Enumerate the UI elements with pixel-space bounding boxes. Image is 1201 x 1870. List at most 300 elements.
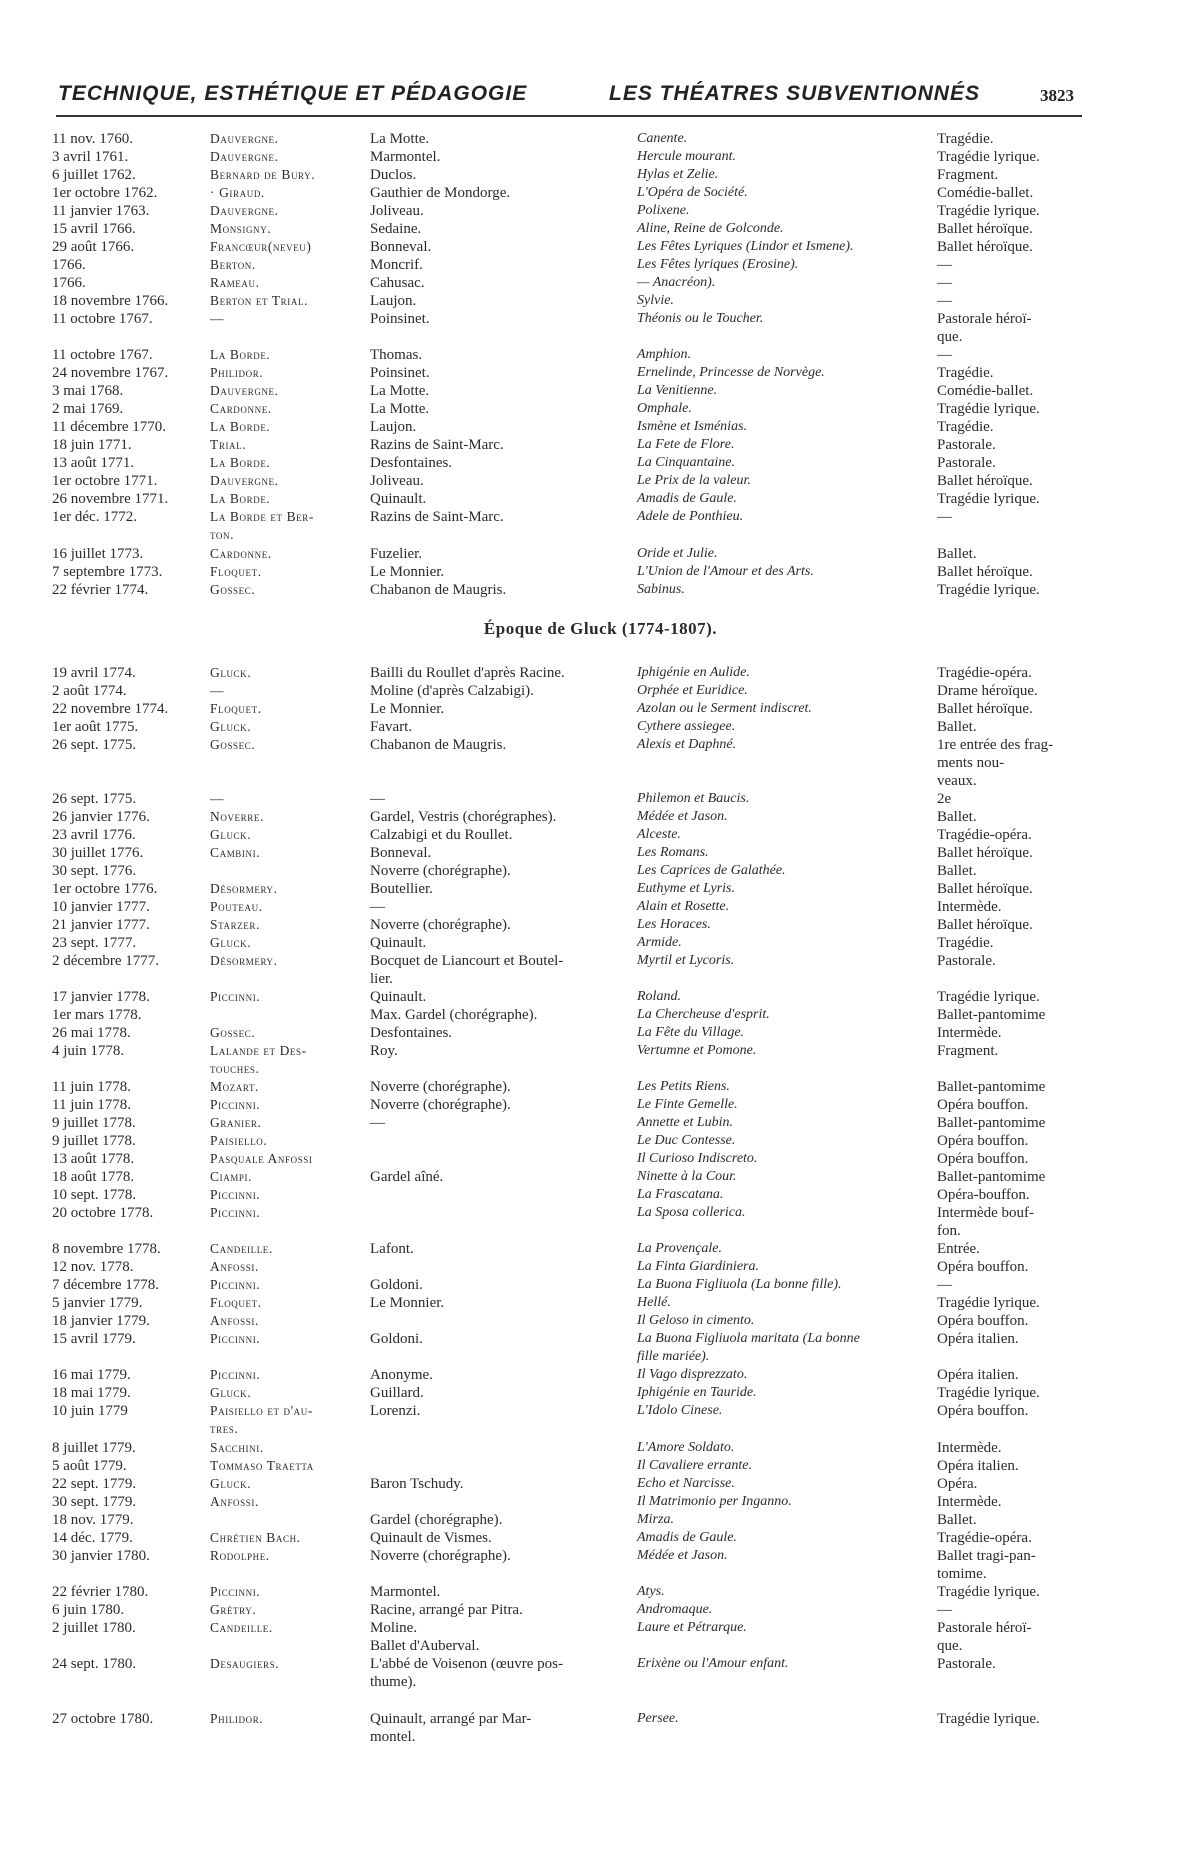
composer-cell: Chrétien Bach. bbox=[210, 1530, 301, 1545]
librettist-cell: Desfontaines. bbox=[370, 1025, 453, 1041]
work-title-cell: Omphale. bbox=[637, 401, 692, 416]
composer-cell: La Borde. bbox=[210, 491, 271, 506]
date-cell: 6 juillet 1762. bbox=[52, 167, 136, 183]
librettist-cell: Gardel, Vestris (chorégraphes). bbox=[370, 809, 557, 825]
librettist-cell: — bbox=[370, 791, 385, 807]
genre-cell: — bbox=[937, 275, 952, 291]
work-title-cell: La Buona Figliuola maritata (La bonne bbox=[637, 1331, 860, 1346]
date-cell: 2 mai 1769. bbox=[52, 401, 124, 417]
composer-cell: Gossec. bbox=[210, 1025, 256, 1040]
work-title-cell: Ninette à la Cour. bbox=[637, 1169, 737, 1184]
librettist-cell: Cahusac. bbox=[370, 275, 425, 291]
genre-cell: — bbox=[937, 293, 952, 309]
composer-cell: Paisiello et d'au- bbox=[210, 1403, 313, 1418]
librettist-cell: Goldoni. bbox=[370, 1331, 423, 1347]
librettist-cell: Moline. bbox=[370, 1620, 418, 1636]
genre-cell: Opéra-bouffon. bbox=[937, 1187, 1030, 1203]
genre-cell: Pastorale héroï- bbox=[937, 1620, 1032, 1636]
work-title-cell: Persee. bbox=[637, 1711, 679, 1726]
composer-cell: Desaugiers. bbox=[210, 1656, 280, 1671]
genre-cell: Tragédie. bbox=[937, 131, 994, 147]
work-title-cell: Iphigénie en Tauride. bbox=[637, 1385, 757, 1400]
composer-cell: Dauvergne. bbox=[210, 383, 279, 398]
genre-cell: Ballet héroïque. bbox=[937, 473, 1033, 489]
date-cell: 22 février 1774. bbox=[52, 582, 149, 598]
genre-cell: 2e bbox=[937, 791, 952, 807]
work-title-cell: Annette et Lubin. bbox=[637, 1115, 734, 1130]
genre-cell: Intermède. bbox=[937, 1025, 1002, 1041]
genre-cell: tomime. bbox=[937, 1566, 987, 1582]
librettist-cell: montel. bbox=[370, 1729, 416, 1745]
work-title-cell: Amphion. bbox=[637, 347, 692, 362]
date-cell: 20 octobre 1778. bbox=[52, 1205, 154, 1221]
date-cell: 1766. bbox=[52, 257, 86, 273]
date-cell: 22 février 1780. bbox=[52, 1584, 149, 1600]
date-cell: 27 octobre 1780. bbox=[52, 1711, 154, 1727]
work-title-cell: Médée et Jason. bbox=[637, 1548, 728, 1563]
genre-cell: 1re entrée des frag- bbox=[937, 737, 1054, 753]
work-title-cell: Philemon et Baucis. bbox=[637, 791, 750, 806]
genre-cell: Ballet. bbox=[937, 1512, 977, 1528]
composer-cell: Lalande et Des- bbox=[210, 1043, 307, 1058]
librettist-cell: Bocquet de Liancourt et Boutel- bbox=[370, 953, 564, 969]
librettist-cell: Noverre (chorégraphe). bbox=[370, 863, 511, 879]
genre-cell: Ballet héroïque. bbox=[937, 917, 1033, 933]
librettist-cell: Gardel aîné. bbox=[370, 1169, 444, 1185]
genre-cell: Ballet. bbox=[937, 719, 977, 735]
genre-cell: Intermède. bbox=[937, 1440, 1002, 1456]
work-title-cell: Alceste. bbox=[637, 827, 681, 842]
composer-cell: Grétry. bbox=[210, 1602, 257, 1617]
genre-cell: Ballet héroïque. bbox=[937, 239, 1033, 255]
work-title-cell: Alexis et Daphné. bbox=[637, 737, 737, 752]
work-title-cell: La Fete de Flore. bbox=[637, 437, 735, 452]
genre-cell: Opéra bouffon. bbox=[937, 1133, 1029, 1149]
librettist-cell: Noverre (chorégraphe). bbox=[370, 1097, 511, 1113]
composer-cell: La Borde. bbox=[210, 419, 271, 434]
date-cell: 3 avril 1761. bbox=[52, 149, 129, 165]
work-title-cell: Hellé. bbox=[637, 1295, 671, 1310]
work-title-cell: — Anacréon). bbox=[637, 275, 716, 290]
librettist-cell: Goldoni. bbox=[370, 1277, 423, 1293]
date-cell: 30 sept. 1779. bbox=[52, 1494, 137, 1510]
genre-cell: Entrée. bbox=[937, 1241, 980, 1257]
librettist-cell: Max. Gardel (chorégraphe). bbox=[370, 1007, 538, 1023]
composer-cell: Gluck. bbox=[210, 719, 252, 734]
composer-cell: Berton. bbox=[210, 257, 256, 272]
composer-cell: Tommaso Traetta bbox=[210, 1458, 314, 1473]
page-number: 3823 bbox=[1040, 86, 1074, 105]
date-cell: 30 juillet 1776. bbox=[52, 845, 144, 861]
work-title-cell: Azolan ou le Serment indiscret. bbox=[637, 701, 812, 716]
work-title-cell: Amadis de Gaule. bbox=[637, 491, 737, 506]
date-cell: 21 janvier 1777. bbox=[52, 917, 150, 933]
composer-cell: Dauvergne. bbox=[210, 149, 279, 164]
work-title-cell: Il Cavaliere errante. bbox=[637, 1458, 752, 1473]
librettist-cell: Poinsinet. bbox=[370, 311, 430, 327]
work-title-cell: Vertumne et Pomone. bbox=[637, 1043, 757, 1058]
genre-cell: Intermède. bbox=[937, 1494, 1002, 1510]
librettist-cell: Chabanon de Maugris. bbox=[370, 582, 507, 598]
composer-cell: Rameau. bbox=[210, 275, 260, 290]
genre-cell: Intermède bouf- bbox=[937, 1205, 1035, 1221]
genre-cell: Tragédie-opéra. bbox=[937, 665, 1032, 681]
work-title-cell: Médée et Jason. bbox=[637, 809, 728, 824]
librettist-cell: Laujon. bbox=[370, 419, 417, 435]
composer-cell: La Borde. bbox=[210, 455, 271, 470]
composer-cell: Bernard de Bury. bbox=[210, 167, 316, 182]
work-title-cell: Myrtil et Lycoris. bbox=[637, 953, 735, 968]
librettist-cell: Noverre (chorégraphe). bbox=[370, 917, 511, 933]
genre-cell: que. bbox=[937, 1638, 963, 1654]
work-title-cell: Le Prix de la valeur. bbox=[637, 473, 751, 488]
work-title-cell: Hercule mourant. bbox=[637, 149, 737, 164]
work-title-cell: L'Union de l'Amour et des Arts. bbox=[637, 564, 814, 579]
composer-cell: Cardonne. bbox=[210, 401, 272, 416]
librettist-cell: Noverre (chorégraphe). bbox=[370, 1079, 511, 1095]
genre-cell: Drame héroïque. bbox=[937, 683, 1038, 699]
genre-cell: ments nou- bbox=[937, 755, 1005, 771]
date-cell: 9 juillet 1778. bbox=[52, 1133, 136, 1149]
composer-cell: tres. bbox=[210, 1421, 239, 1436]
composer-cell: Piccinni. bbox=[210, 1097, 261, 1112]
date-cell: 4 juin 1778. bbox=[52, 1043, 125, 1059]
librettist-cell: Le Monnier. bbox=[370, 701, 445, 717]
genre-cell: Ballet. bbox=[937, 546, 977, 562]
work-title-cell: Les Romans. bbox=[637, 845, 709, 860]
date-cell: 10 janvier 1777. bbox=[52, 899, 150, 915]
genre-cell: Tragédie lyrique. bbox=[937, 1295, 1040, 1311]
date-cell: 5 août 1779. bbox=[52, 1458, 127, 1474]
composer-cell: Floquet. bbox=[210, 1295, 262, 1310]
librettist-cell: lier. bbox=[370, 971, 393, 987]
composer-cell: Gluck. bbox=[210, 935, 252, 950]
genre-cell: Opéra italien. bbox=[937, 1367, 1019, 1383]
date-cell: 1er octobre 1762. bbox=[52, 185, 158, 201]
date-cell: 26 sept. 1775. bbox=[52, 737, 137, 753]
genre-cell: Tragédie-opéra. bbox=[937, 827, 1032, 843]
genre-cell: Pastorale. bbox=[937, 953, 996, 969]
genre-cell: Pastorale. bbox=[937, 437, 996, 453]
librettist-cell: Joliveau. bbox=[370, 473, 424, 489]
date-cell: 11 nov. 1760. bbox=[52, 131, 133, 147]
composer-cell: Starzer. bbox=[210, 917, 260, 932]
genre-cell: Opéra. bbox=[937, 1476, 978, 1492]
genre-cell: — bbox=[937, 1277, 952, 1293]
work-title-cell: Atys. bbox=[637, 1584, 665, 1599]
date-cell: 15 avril 1766. bbox=[52, 221, 136, 237]
date-cell: 11 octobre 1767. bbox=[52, 347, 153, 363]
composer-cell: Dauvergne. bbox=[210, 203, 279, 218]
genre-cell: Tragédie lyrique. bbox=[937, 1584, 1040, 1600]
composer-cell: Gluck. bbox=[210, 827, 252, 842]
genre-cell: Ballet. bbox=[937, 863, 977, 879]
work-title-cell: Laure et Pétrarque. bbox=[637, 1620, 747, 1635]
work-title-cell: Alain et Rosette. bbox=[637, 899, 730, 914]
date-cell: 5 janvier 1779. bbox=[52, 1295, 143, 1311]
librettist-cell: Bonneval. bbox=[370, 239, 432, 255]
date-cell: 7 septembre 1773. bbox=[52, 564, 163, 580]
work-title-cell: Les Horaces. bbox=[637, 917, 711, 932]
librettist-cell: Lorenzi. bbox=[370, 1403, 421, 1419]
genre-cell: Intermède. bbox=[937, 899, 1002, 915]
genre-cell: Ballet-pantomime bbox=[937, 1115, 1046, 1131]
librettist-cell: L'abbé de Voisenon (œuvre pos- bbox=[370, 1656, 563, 1672]
librettist-cell: Gauthier de Mondorge. bbox=[370, 185, 511, 201]
header-left: TECHNIQUE, ESTHÉTIQUE ET PÉDAGOGIE bbox=[58, 82, 528, 105]
librettist-cell: Desfontaines. bbox=[370, 455, 453, 471]
work-title-cell: Aline, Reine de Golconde. bbox=[637, 221, 784, 236]
genre-cell: Ballet héroïque. bbox=[937, 564, 1033, 580]
date-cell: 23 avril 1776. bbox=[52, 827, 136, 843]
librettist-cell: — bbox=[370, 899, 385, 915]
work-title-cell: La Sposa collerica. bbox=[637, 1205, 746, 1220]
genre-cell: — bbox=[937, 347, 952, 363]
genre-cell: Opéra bouffon. bbox=[937, 1097, 1029, 1113]
genre-cell: Pastorale. bbox=[937, 1656, 996, 1672]
genre-cell: Ballet héroïque. bbox=[937, 845, 1033, 861]
genre-cell: que. bbox=[937, 329, 963, 345]
genre-cell: Tragédie. bbox=[937, 365, 994, 381]
date-cell: 18 nov. 1779. bbox=[52, 1512, 134, 1528]
date-cell: 24 novembre 1767. bbox=[52, 365, 169, 381]
date-cell: 13 août 1771. bbox=[52, 455, 135, 471]
composer-cell: — bbox=[210, 683, 225, 698]
work-title-cell: Hylas et Zelie. bbox=[637, 167, 719, 182]
librettist-cell: Fuzelier. bbox=[370, 546, 423, 562]
librettist-cell: Calzabigi et du Roullet. bbox=[370, 827, 513, 843]
work-title-cell: Théonis ou le Toucher. bbox=[637, 311, 764, 326]
librettist-cell: Marmontel. bbox=[370, 1584, 441, 1600]
date-cell: 30 janvier 1780. bbox=[52, 1548, 150, 1564]
librettist-cell: Racine, arrangé par Pitra. bbox=[370, 1602, 523, 1618]
work-title-cell: Ernelinde, Princesse de Norvège. bbox=[637, 365, 825, 380]
date-cell: 26 sept. 1775. bbox=[52, 791, 137, 807]
work-title-cell: Roland. bbox=[637, 989, 681, 1004]
genre-cell: Ballet-pantomime bbox=[937, 1007, 1046, 1023]
date-cell: 1er octobre 1776. bbox=[52, 881, 158, 897]
date-cell: 2 décembre 1777. bbox=[52, 953, 160, 969]
genre-cell: Opéra bouffon. bbox=[937, 1151, 1029, 1167]
date-cell: 22 sept. 1779. bbox=[52, 1476, 137, 1492]
composer-cell: Piccinni. bbox=[210, 1331, 261, 1346]
date-cell: 2 juillet 1780. bbox=[52, 1620, 136, 1636]
composer-cell: Noverre. bbox=[210, 809, 264, 824]
composer-cell: Philidor. bbox=[210, 365, 264, 380]
work-title-cell: Armide. bbox=[637, 935, 682, 950]
genre-cell: Tragédie lyrique. bbox=[937, 149, 1040, 165]
genre-cell: Tragédie lyrique. bbox=[937, 203, 1040, 219]
composer-cell: Gluck. bbox=[210, 1476, 252, 1491]
composer-cell: Candeille. bbox=[210, 1241, 273, 1256]
composer-cell: Cambini. bbox=[210, 845, 261, 860]
librettist-cell: Favart. bbox=[370, 719, 413, 735]
genre-cell: Fragment. bbox=[937, 167, 999, 183]
genre-cell: Ballet. bbox=[937, 809, 977, 825]
librettist-cell: Noverre (chorégraphe). bbox=[370, 1548, 511, 1564]
composer-cell: Pasquale Anfossi bbox=[210, 1151, 313, 1166]
composer-cell: Anfossi. bbox=[210, 1259, 259, 1274]
genre-cell: Fragment. bbox=[937, 1043, 999, 1059]
genre-cell: Opéra bouffon. bbox=[937, 1259, 1029, 1275]
librettist-cell: Quinault. bbox=[370, 989, 427, 1005]
work-title-cell: Sylvie. bbox=[637, 293, 674, 308]
librettist-cell: — bbox=[370, 1115, 385, 1131]
header-rule bbox=[56, 115, 1082, 117]
work-title-cell: La Cinquantaine. bbox=[637, 455, 736, 470]
librettist-cell: Le Monnier. bbox=[370, 564, 445, 580]
librettist-cell: Thomas. bbox=[370, 347, 423, 363]
librettist-cell: Anonyme. bbox=[370, 1367, 433, 1383]
genre-cell: Opéra bouffon. bbox=[937, 1313, 1029, 1329]
librettist-cell: Roy. bbox=[370, 1043, 398, 1059]
genre-cell: Ballet-pantomime bbox=[937, 1079, 1046, 1095]
composer-cell: Gluck. bbox=[210, 1385, 252, 1400]
librettist-cell: Marmontel. bbox=[370, 149, 441, 165]
librettist-cell: Moncrif. bbox=[370, 257, 423, 273]
genre-cell: Opéra bouffon. bbox=[937, 1403, 1029, 1419]
genre-cell: Tragédie lyrique. bbox=[937, 401, 1040, 417]
work-title-cell: Mirza. bbox=[637, 1512, 674, 1527]
composer-cell: Pouteau. bbox=[210, 899, 263, 914]
work-title-cell: Il Curioso Indiscreto. bbox=[637, 1151, 758, 1166]
composer-cell: Floquet. bbox=[210, 701, 262, 716]
librettist-cell: La Motte. bbox=[370, 383, 430, 399]
genre-cell: Ballet héroïque. bbox=[937, 701, 1033, 717]
date-cell: 18 juin 1771. bbox=[52, 437, 132, 453]
work-title-cell: Iphigénie en Aulide. bbox=[637, 665, 750, 680]
composer-cell: Candeille. bbox=[210, 1620, 273, 1635]
work-title-cell: L'Amore Soldato. bbox=[637, 1440, 735, 1455]
composer-cell: Ciampi. bbox=[210, 1169, 253, 1184]
librettist-cell: Quinault. bbox=[370, 935, 427, 951]
date-cell: 2 août 1774. bbox=[52, 683, 127, 699]
genre-cell: — bbox=[937, 509, 952, 525]
composer-cell: touches. bbox=[210, 1061, 260, 1076]
composer-cell: Dauvergne. bbox=[210, 473, 279, 488]
date-cell: 1er août 1775. bbox=[52, 719, 139, 735]
genre-cell: Opéra italien. bbox=[937, 1458, 1019, 1474]
date-cell: 16 juillet 1773. bbox=[52, 546, 144, 562]
work-title-cell: Orphée et Euridice. bbox=[637, 683, 748, 698]
work-title-cell: fille mariée). bbox=[637, 1349, 710, 1364]
genre-cell: Tragédie lyrique. bbox=[937, 491, 1040, 507]
composer-cell: Désormery. bbox=[210, 881, 278, 896]
date-cell: 10 juin 1779 bbox=[52, 1403, 128, 1419]
date-cell: 24 sept. 1780. bbox=[52, 1656, 137, 1672]
composer-cell: Trial. bbox=[210, 437, 247, 452]
date-cell: 9 juillet 1778. bbox=[52, 1115, 136, 1131]
librettist-cell: thume). bbox=[370, 1674, 417, 1690]
genre-cell: Tragédie lyrique. bbox=[937, 1385, 1040, 1401]
genre-cell: fon. bbox=[937, 1223, 961, 1239]
date-cell: 6 juin 1780. bbox=[52, 1602, 125, 1618]
composer-cell: Gossec. bbox=[210, 737, 256, 752]
date-cell: 12 nov. 1778. bbox=[52, 1259, 134, 1275]
composer-cell: ton. bbox=[210, 527, 235, 542]
composer-cell: Piccinni. bbox=[210, 1205, 261, 1220]
date-cell: 8 novembre 1778. bbox=[52, 1241, 161, 1257]
work-title-cell: Andromaque. bbox=[637, 1602, 713, 1617]
librettist-cell: Bonneval. bbox=[370, 845, 432, 861]
composer-cell: Cardonne. bbox=[210, 546, 272, 561]
librettist-cell: Laujon. bbox=[370, 293, 417, 309]
composer-cell: Philidor. bbox=[210, 1711, 264, 1726]
work-title-cell: Echo et Narcisse. bbox=[637, 1476, 735, 1491]
date-cell: 26 mai 1778. bbox=[52, 1025, 131, 1041]
work-title-cell: Sabinus. bbox=[637, 582, 685, 597]
librettist-cell: Guillard. bbox=[370, 1385, 424, 1401]
composer-cell: Berton et Trial. bbox=[210, 293, 309, 308]
work-title-cell: Erixène ou l'Amour enfant. bbox=[637, 1656, 789, 1671]
date-cell: 22 novembre 1774. bbox=[52, 701, 169, 717]
work-title-cell: Il Matrimonio per Inganno. bbox=[637, 1494, 792, 1509]
composer-cell: Piccinni. bbox=[210, 1277, 261, 1292]
librettist-cell: Joliveau. bbox=[370, 203, 424, 219]
work-title-cell: La Frascatana. bbox=[637, 1187, 724, 1202]
date-cell: 16 mai 1779. bbox=[52, 1367, 131, 1383]
composer-cell: Granier. bbox=[210, 1115, 262, 1130]
librettist-cell: Quinault, arrangé par Mar- bbox=[370, 1711, 532, 1727]
librettist-cell: Ballet d'Auberval. bbox=[370, 1638, 480, 1654]
genre-cell: Ballet héroïque. bbox=[937, 881, 1033, 897]
work-title-cell: Le Finte Gemelle. bbox=[637, 1097, 738, 1112]
composer-cell: Piccinni. bbox=[210, 989, 261, 1004]
date-cell: 18 novembre 1766. bbox=[52, 293, 169, 309]
date-cell: 18 janvier 1779. bbox=[52, 1313, 150, 1329]
genre-cell: Ballet tragi-pan- bbox=[937, 1548, 1036, 1564]
work-title-cell: Oride et Julie. bbox=[637, 546, 718, 561]
librettist-cell: Quinault. bbox=[370, 491, 427, 507]
work-title-cell: La Finta Giardiniera. bbox=[637, 1259, 759, 1274]
composer-cell: Francœur(neveu) bbox=[210, 239, 312, 254]
date-cell: 26 novembre 1771. bbox=[52, 491, 169, 507]
work-title-cell: Canente. bbox=[637, 131, 688, 146]
work-title-cell: Euthyme et Lyris. bbox=[637, 881, 735, 896]
header-right: LES THÉATRES SUBVENTIONNÉS bbox=[609, 82, 980, 105]
genre-cell: Opéra italien. bbox=[937, 1331, 1019, 1347]
date-cell: 1er octobre 1771. bbox=[52, 473, 158, 489]
librettist-cell: Sedaine. bbox=[370, 221, 422, 237]
date-cell: 1er mars 1778. bbox=[52, 1007, 142, 1023]
librettist-cell: Razins de Saint-Marc. bbox=[370, 509, 504, 525]
work-title-cell: Les Caprices de Galathée. bbox=[637, 863, 786, 878]
date-cell: 1er déc. 1772. bbox=[52, 509, 137, 525]
work-title-cell: La Venitienne. bbox=[637, 383, 718, 398]
date-cell: 11 juin 1778. bbox=[52, 1097, 132, 1113]
section-title: Époque de Gluck (1774-1807). bbox=[483, 619, 718, 638]
librettist-cell: La Motte. bbox=[370, 131, 430, 147]
date-cell: 1766. bbox=[52, 275, 86, 291]
date-cell: 18 mai 1779. bbox=[52, 1385, 131, 1401]
genre-cell: veaux. bbox=[937, 773, 977, 789]
librettist-cell: Baron Tschudy. bbox=[370, 1476, 464, 1492]
date-cell: 11 décembre 1770. bbox=[52, 419, 166, 435]
date-cell: 13 août 1778. bbox=[52, 1151, 135, 1167]
librettist-cell: Chabanon de Maugris. bbox=[370, 737, 507, 753]
composer-cell: Mozart. bbox=[210, 1079, 260, 1094]
work-title-cell: Le Duc Contesse. bbox=[637, 1133, 736, 1148]
date-cell: 19 avril 1774. bbox=[52, 665, 136, 681]
work-title-cell: Les Petits Riens. bbox=[637, 1079, 730, 1094]
librettist-cell: Lafont. bbox=[370, 1241, 414, 1257]
genre-cell: Comédie-ballet. bbox=[937, 383, 1034, 399]
genre-cell: Ballet héroïque. bbox=[937, 221, 1033, 237]
date-cell: 8 juillet 1779. bbox=[52, 1440, 136, 1456]
librettist-cell: Quinault de Vismes. bbox=[370, 1530, 492, 1546]
genre-cell: Tragédie lyrique. bbox=[937, 582, 1040, 598]
composer-cell: Gluck. bbox=[210, 665, 252, 680]
